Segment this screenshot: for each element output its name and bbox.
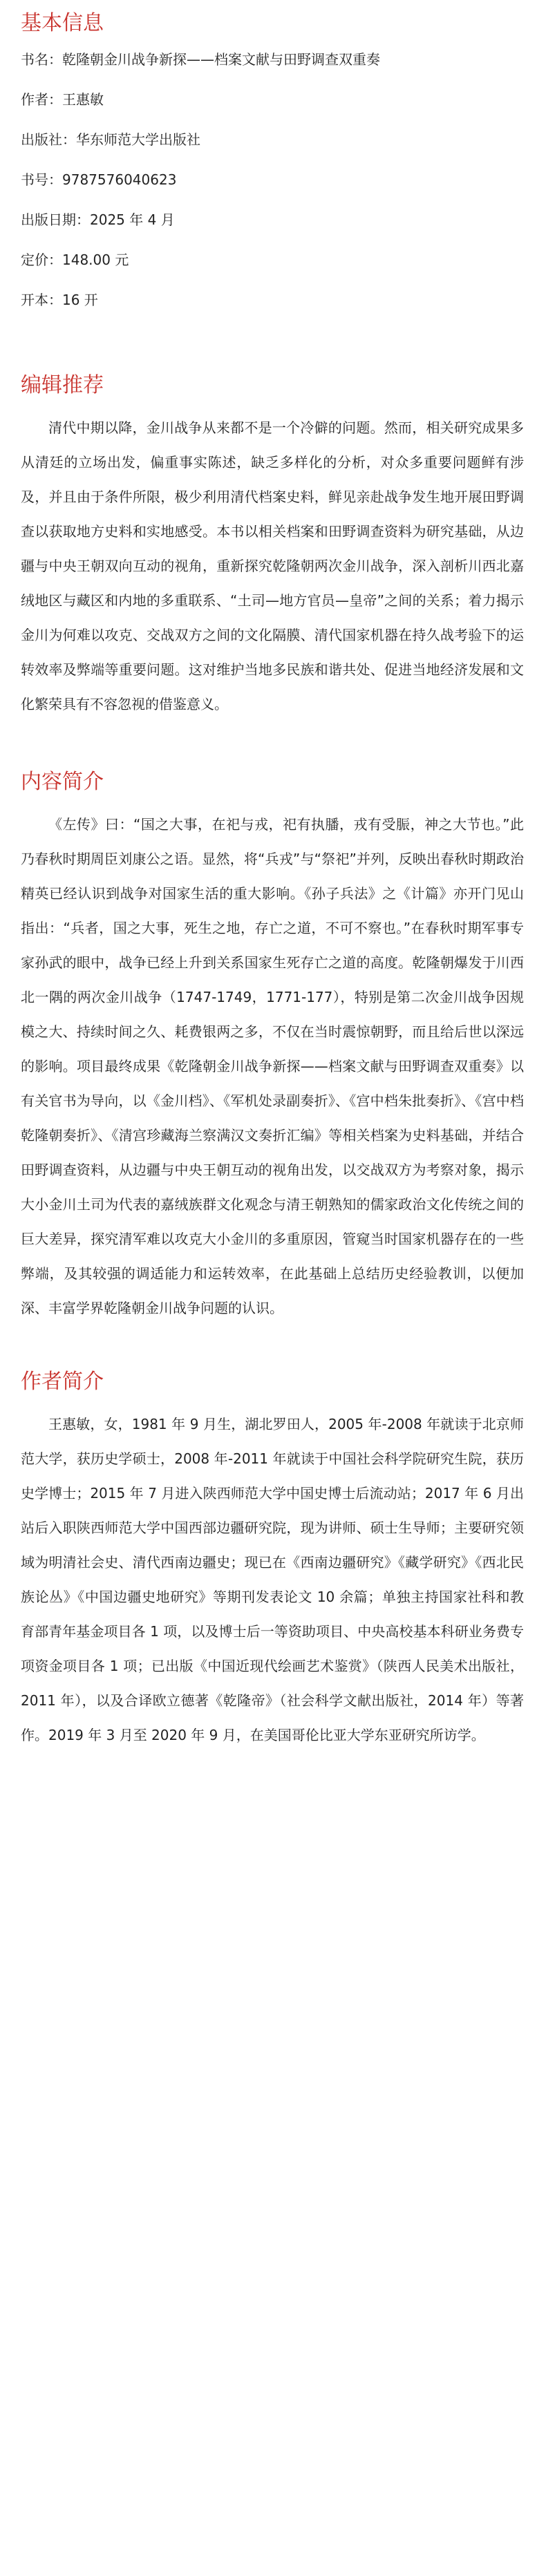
author-bio-section xyxy=(21,1367,524,1752)
book-title-line: 书名：乾隆朝金川战争新探——档案文献与田野调查双重奏 xyxy=(21,51,380,68)
author-line: 作者：王惠敏 xyxy=(21,91,104,108)
price-line: 定价：148.00 元 xyxy=(21,252,129,268)
section-spacer xyxy=(21,329,524,370)
section-spacer xyxy=(21,721,524,767)
content-summary-text: 《左传》曰：“国之大事，在祀与戎，祀有执膰，戎有受脤，神之大节也。”此乃春秋时期周臣刘康公之语。显然，将“兵戎”与“祭祀”并列，反映出春秋时期政治精英已经认识到战争对国家生活的重大影响。《孙子兵法》之《计篇》亦开门见山指出：“兵者，国之大事，死生之地，存亡之道，不可不察也。”在春秋时期军事专家孙武的眼中，战争已经上升到关系国家生死存亡之道的高度。乾隆朝爆发于川西北一隅的两次金川战争（1747-1749，1771-177），特别是第二次金川战争因规模之大、持续时间之久、耗费银两之多，不仅在当时震惊朝野，而且给后世以深远的影响。项目最终成果《乾隆朝金川战争新探——档案文献与田野调查双重奏》以有关官书为导向，以《金川档》、《军机处录副奏折》、《宫中档朱批奏折》、《宫中档乾隆朝奏折》、《清宫珍藏海兰察满汉文奏折汇编》等相关档案为史料基础，并结合田野调查资料，从边疆与中央王朝互动的视角出发，以交战双方为考察对象，揭示大小金川土司为代表的嘉绒族群文化观念与清王朝熟知的儒家政治文化传统之间的巨大差异，探究清军难以攻克大小金川的多重原因，管窥当时国家机器存在的一些弊端，及其较强的调适能力和运转效率，在此基础上总结历史经验教训，以便加深、丰富学界乾隆朝金川战争问题的认识。 xyxy=(21,816,524,1316)
isbn-line: 书号：9787576040623 xyxy=(21,171,177,188)
section-spacer xyxy=(21,1325,524,1367)
section-title-editor-recommendation: 编辑推荐 xyxy=(21,373,104,397)
format-line: 开本：16 开 xyxy=(21,292,98,308)
author-bio-text: 王惠敏，女，1981 年 9 月生，湖北罗田人，2005 年-2008 年就读于北京师范大学，获历史学硕士，2008 年-2011 年就读于中国社会科学院研究生院，获历史学博士；2015 年 7 月进入陕西师范大学中国史博士后流动站；2017 年 6 月出站后入职陕西师范大学中国西部边疆研究院，现为讲师、硕士生导师；主要研究领域为明清社会史、清代西南边疆史；现已在《西南边疆研究》《藏学研究》《西北民族论丛》《中国边疆史地研究》等期刊发表论文 10 余篇；单独主持国家社科和教育部青年基金项目各 1 项，以及博士后一等资助项目、中央高校基本科研业务费专项资金项目各 1 项；已出版《中国近现代绘画艺术鉴赏》（陕西人民美术出版社，2011 年），以及合译欧立德著《乾隆帝》（社会科学文献出版社，2014 年）等著作。2019 年 3 月至 2020 年 9 月，在美国哥伦比亚大学东亚研究所访学。 xyxy=(21,1416,524,1743)
editor-recommendation-text: 清代中期以降，金川战争从来都不是一个冷僻的问题。然而，相关研究成果多从清廷的立场出发，偏重事实陈述，缺乏多样化的分析，对众多重要问题鲜有涉及，并且由于条件所限，极少利用清代档案史料，鲜见亲赴战争发生地开展田野调查以获取地方史料和实地感受。本书以相关档案和田野调查资料为研究基础，从边疆与中央王朝双向互动的视角，重新探究乾隆朝两次金川战争，深入剖析川西北嘉绒地区与藏区和内地的多重联系、“土司—地方官员—皇帝”之间的关系；着力揭示金川为何难以攻克、交战双方之间的文化隔膜、清代国家机器在持久战考验下的运转效率及弊端等重要问题。这对维护当地多民族和谐共处、促进当地经济发展和文化繁荣具有不容忽视的借鉴意义。 xyxy=(21,419,524,712)
publisher-line: 出版社：华东师范大学出版社 xyxy=(21,131,200,148)
publish-date-line: 出版日期：2025 年 4 月 xyxy=(21,211,175,228)
section-title-content-summary: 内容简介 xyxy=(21,770,104,794)
editor-recommendation-section xyxy=(21,370,524,721)
section-title-basic-info: 基本信息 xyxy=(21,11,104,35)
basic-info-section xyxy=(21,8,524,311)
content-summary-section xyxy=(21,767,524,1325)
section-title-author-bio: 作者简介 xyxy=(21,1370,104,1394)
